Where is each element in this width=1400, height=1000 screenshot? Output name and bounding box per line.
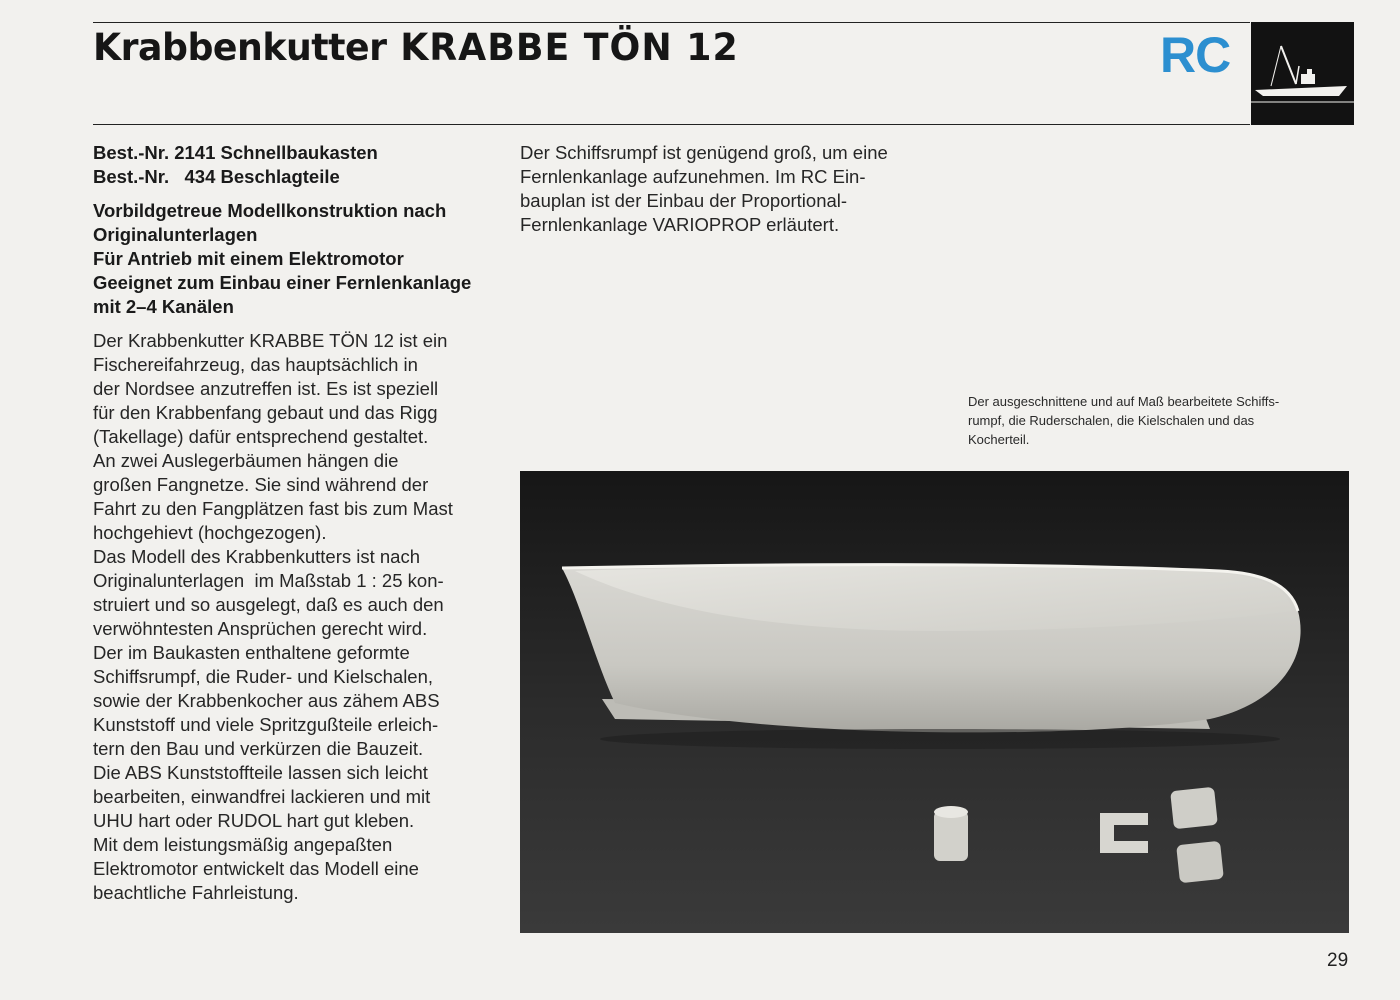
body-line: Der Krabbenkutter KRABBE TÖN 12 ist ein — [93, 330, 448, 351]
body-line: beachtliche Fahrleistung. — [93, 882, 299, 903]
title-part-2: KRABBE TÖN 12 — [400, 26, 739, 69]
right-column — [520, 141, 950, 237]
feature-line: Für Antrieb mit einem Elektromotor — [93, 248, 404, 269]
body-line: Elektromotor entwickelt das Modell eine — [93, 858, 419, 879]
page-number: 29 — [1327, 950, 1349, 971]
right-line: bauplan ist der Einbau der Proportional- — [520, 190, 848, 211]
feature-line: Originalunterlagen — [93, 224, 258, 245]
ship-silhouette-icon — [1251, 22, 1354, 125]
body-line: für den Krabbenfang gebaut und das Rigg — [93, 402, 438, 423]
body-line: (Takellage) dafür entsprechend gestaltet. — [93, 426, 429, 447]
order-number-line: Best.-Nr. 434 Beschlagteile — [93, 166, 340, 187]
caption-line: rumpf, die Ruderschalen, die Kielschalen und das — [968, 413, 1255, 428]
right-line: Der Schiffsrumpf ist genügend groß, um eine — [520, 142, 888, 163]
body-line: hochgehievt (hochgezogen). — [93, 522, 327, 543]
caption-line: Der ausgeschnittene und auf Maß bearbeitete Schiffs- — [968, 394, 1280, 409]
feature-line: mit 2–4 Kanälen — [93, 296, 234, 317]
body-line: Kunststoff und viele Spritzgußteile erleich- — [93, 714, 439, 735]
body-line: Die ABS Kunststoffteile lassen sich leicht — [93, 762, 428, 783]
body-line: struiert und so ausgelegt, daß es auch den — [93, 594, 444, 615]
feature-list — [93, 199, 513, 319]
body-line: Schiffsrumpf, die Ruder- und Kielschalen, — [93, 666, 434, 687]
description-text — [93, 329, 513, 905]
rc-badge: RC — [1160, 27, 1231, 83]
top-rule — [93, 22, 1250, 23]
body-line: tern den Bau und verkürzen die Bauzeit. — [93, 738, 424, 759]
right-line: Fernlenkanlage aufzunehmen. Im RC Ein- — [520, 166, 866, 187]
order-number-line: Best.-Nr. 2141 Schnellbaukasten — [93, 142, 378, 163]
page-title — [93, 26, 739, 69]
body-line: Mit dem leistungsmäßig angepaßten — [93, 834, 393, 855]
body-line: Fischereifahrzeug, das hauptsächlich in — [93, 354, 418, 375]
body-line: UHU hart oder RUDOL hart gut kleben. — [93, 810, 415, 831]
body-line: großen Fangnetze. Sie sind während der — [93, 474, 429, 495]
order-numbers — [93, 141, 513, 189]
hull-photo — [520, 471, 1349, 933]
body-line: Der im Baukasten enthaltene geformte — [93, 642, 410, 663]
body-line: verwöhntesten Ansprüchen gerecht wird. — [93, 618, 428, 639]
body-line: bearbeiten, einwandfrei lackieren und mit — [93, 786, 431, 807]
body-line: An zwei Auslegerbäumen hängen die — [93, 450, 399, 471]
left-column — [93, 141, 513, 905]
body-line: Originalunterlagen im Maßstab 1 : 25 kon- — [93, 570, 444, 591]
bottom-rule — [93, 124, 1250, 125]
body-line: Das Modell des Krabbenkutters ist nach — [93, 546, 421, 567]
right-line: Fernlenkanlage VARIOPROP erläutert. — [520, 214, 840, 235]
feature-line: Vorbildgetreue Modellkonstruktion nach — [93, 200, 447, 221]
caption-line: Kocherteil. — [968, 432, 1030, 447]
photo-caption — [968, 392, 1358, 449]
body-line: Fahrt zu den Fangplätzen fast bis zum Mast — [93, 498, 453, 519]
feature-line: Geeignet zum Einbau einer Fernlenkanlage — [93, 272, 472, 293]
body-line: sowie der Krabbenkocher aus zähem ABS — [93, 690, 440, 711]
body-line: der Nordsee anzutreffen ist. Es ist speziell — [93, 378, 439, 399]
title-part-1: Krabbenkutter — [93, 26, 387, 69]
